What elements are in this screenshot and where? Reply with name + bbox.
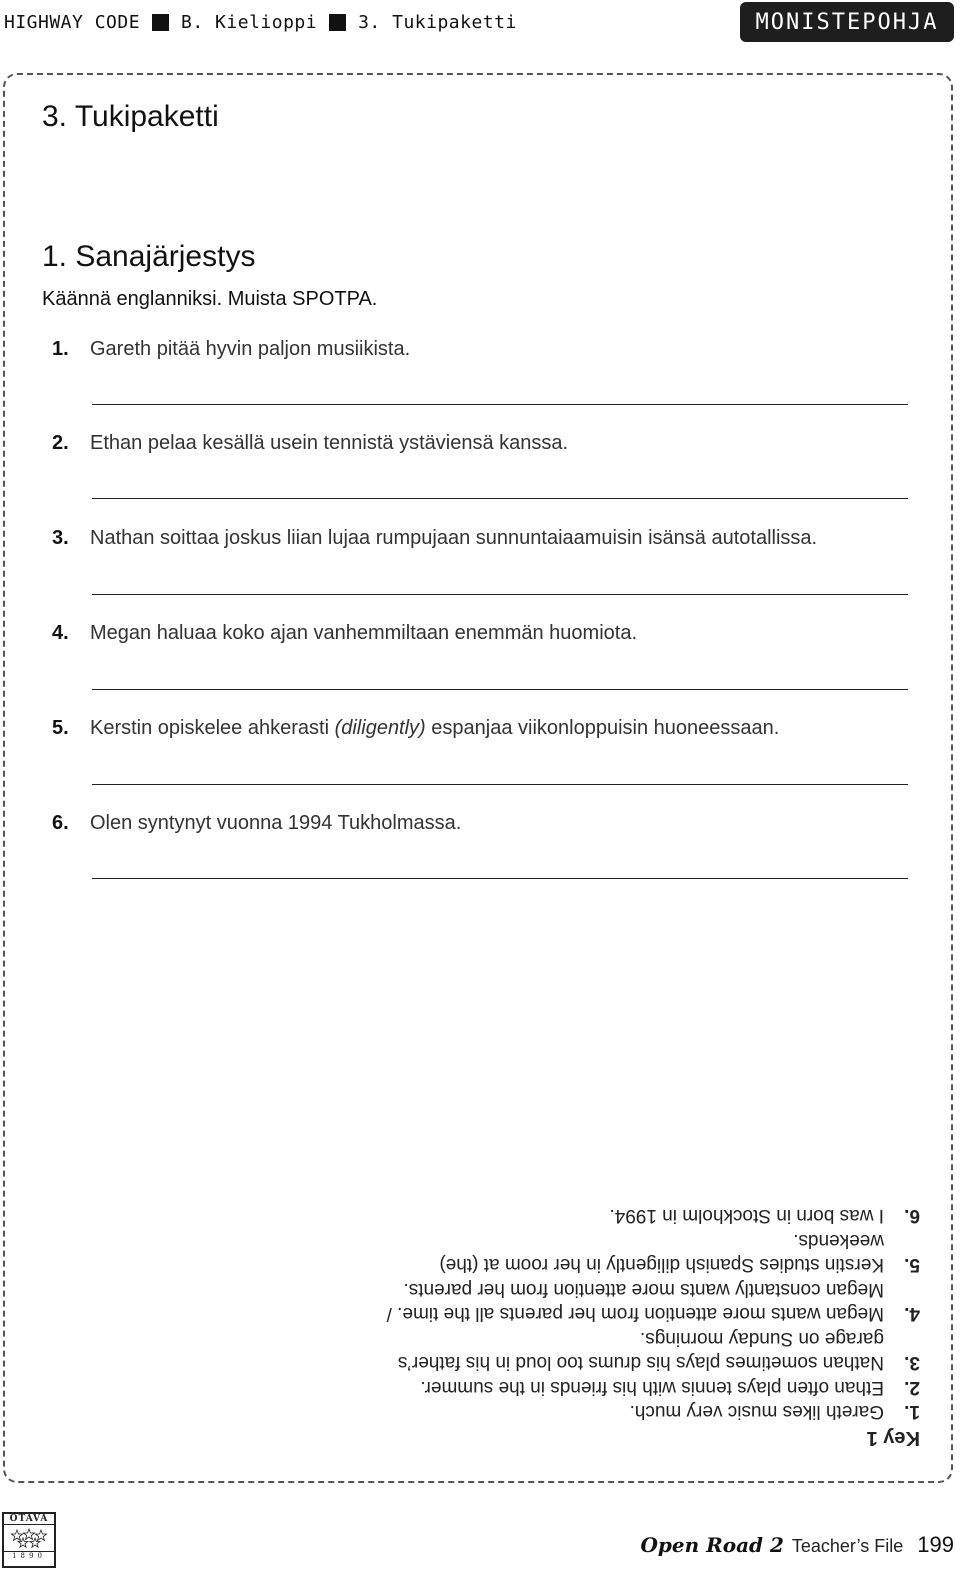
logo-name: OTAVA [4, 1514, 54, 1525]
answer-line[interactable] [92, 498, 908, 499]
answer-number: 3. [904, 1352, 920, 1374]
square-bullet-icon [329, 14, 346, 31]
stars-icon [4, 1525, 54, 1551]
answer-key-item [320, 1375, 920, 1400]
answer-text: Kerstin studies Spanish diligently in her room at (the) weekends. [439, 1230, 884, 1276]
exercise-item [52, 527, 817, 550]
item-text: Nathan soittaa joskus liian lujaa rumpujaan sunnuntaiaamuisin isänsä autotallissa. [90, 527, 818, 549]
exercise-item [52, 432, 568, 455]
item-text: Ethan pelaa kesällä usein tennistä ystäviensä kanssa. [90, 432, 569, 454]
answer-key-item [320, 1228, 920, 1277]
exercise-item [52, 338, 410, 361]
item-number: 3. [52, 527, 69, 549]
item-text-start: Kerstin opiskelee ahkerasti [90, 717, 335, 739]
answer-text: I was born in Stockholm in 1994. [609, 1205, 884, 1227]
page-title: 3. Tukipaketti [42, 100, 219, 133]
exercise-item [52, 812, 461, 835]
breadcrumb [4, 12, 517, 33]
answer-line[interactable] [92, 404, 908, 405]
item-number: 4. [52, 622, 69, 644]
answer-text: Nathan sometimes plays his drums too loud in his father’s garage on Sunday mornings. [397, 1328, 884, 1374]
item-text: Olen syntynyt vuonna 1994 Tukholmassa. [90, 812, 462, 834]
breadcrumb-item-support-pack: 3. Tukipaketti [358, 12, 517, 33]
item-number: 6. [52, 812, 69, 834]
footer-label: Teacher’s File [791, 1536, 904, 1556]
item-text: Gareth pitää hyvin paljon musiikista. [90, 338, 411, 360]
item-number: 2. [52, 432, 69, 454]
section-title: 1. Sanajärjestys [42, 240, 256, 273]
item-text-italic: (diligently) [334, 717, 426, 739]
page-footer [640, 1532, 954, 1558]
exercise-item [52, 622, 637, 645]
answer-number: 6. [904, 1205, 920, 1227]
answer-line[interactable] [92, 594, 908, 595]
answer-key-title: Key 1 [866, 1427, 920, 1449]
answer-key-upside-down [320, 1188, 920, 1450]
footer-brand: Open Road 2 [640, 1533, 784, 1557]
page-number: 199 [917, 1532, 954, 1557]
breadcrumb-item-course: HIGHWAY CODE [4, 12, 141, 33]
logo-year: 1890 [4, 1551, 54, 1560]
item-number: 1. [52, 338, 69, 360]
exercise-item [52, 717, 779, 740]
answer-key-item [320, 1399, 920, 1424]
publisher-logo [2, 1512, 56, 1568]
item-number: 5. [52, 717, 69, 739]
answer-text: Gareth likes music very much. [629, 1401, 884, 1423]
answer-text: Ethan often plays tennis with his friends in the summer. [420, 1377, 884, 1398]
answer-line[interactable] [92, 784, 908, 785]
item-text-end: espanjaa viikonloppuisin huoneessaan. [425, 717, 780, 739]
answer-number: 2. [904, 1377, 920, 1398]
square-bullet-icon [152, 14, 169, 31]
answer-key-item [320, 1203, 920, 1228]
breadcrumb-item-grammar: B. Kielioppi [181, 12, 318, 33]
answer-number: 4. [904, 1303, 920, 1325]
answer-key-item [320, 1277, 920, 1326]
answer-line[interactable] [92, 878, 908, 879]
item-text: Megan haluaa koko ajan vanhemmiltaan enemmän huomiota. [90, 622, 638, 644]
answer-number: 5. [904, 1254, 920, 1276]
worksheet-badge: MONISTEPOHJA [740, 2, 954, 42]
answer-line[interactable] [92, 689, 908, 690]
answer-text: Megan wants more attention from her parents all the time. / Megan constantly wants more attention from her parents. [386, 1279, 884, 1325]
instruction-text: Käännä englanniksi. Muista SPOTPA. [42, 288, 378, 310]
answer-number: 1. [904, 1401, 920, 1423]
page-header [0, 0, 960, 50]
answer-key-item [320, 1326, 920, 1375]
